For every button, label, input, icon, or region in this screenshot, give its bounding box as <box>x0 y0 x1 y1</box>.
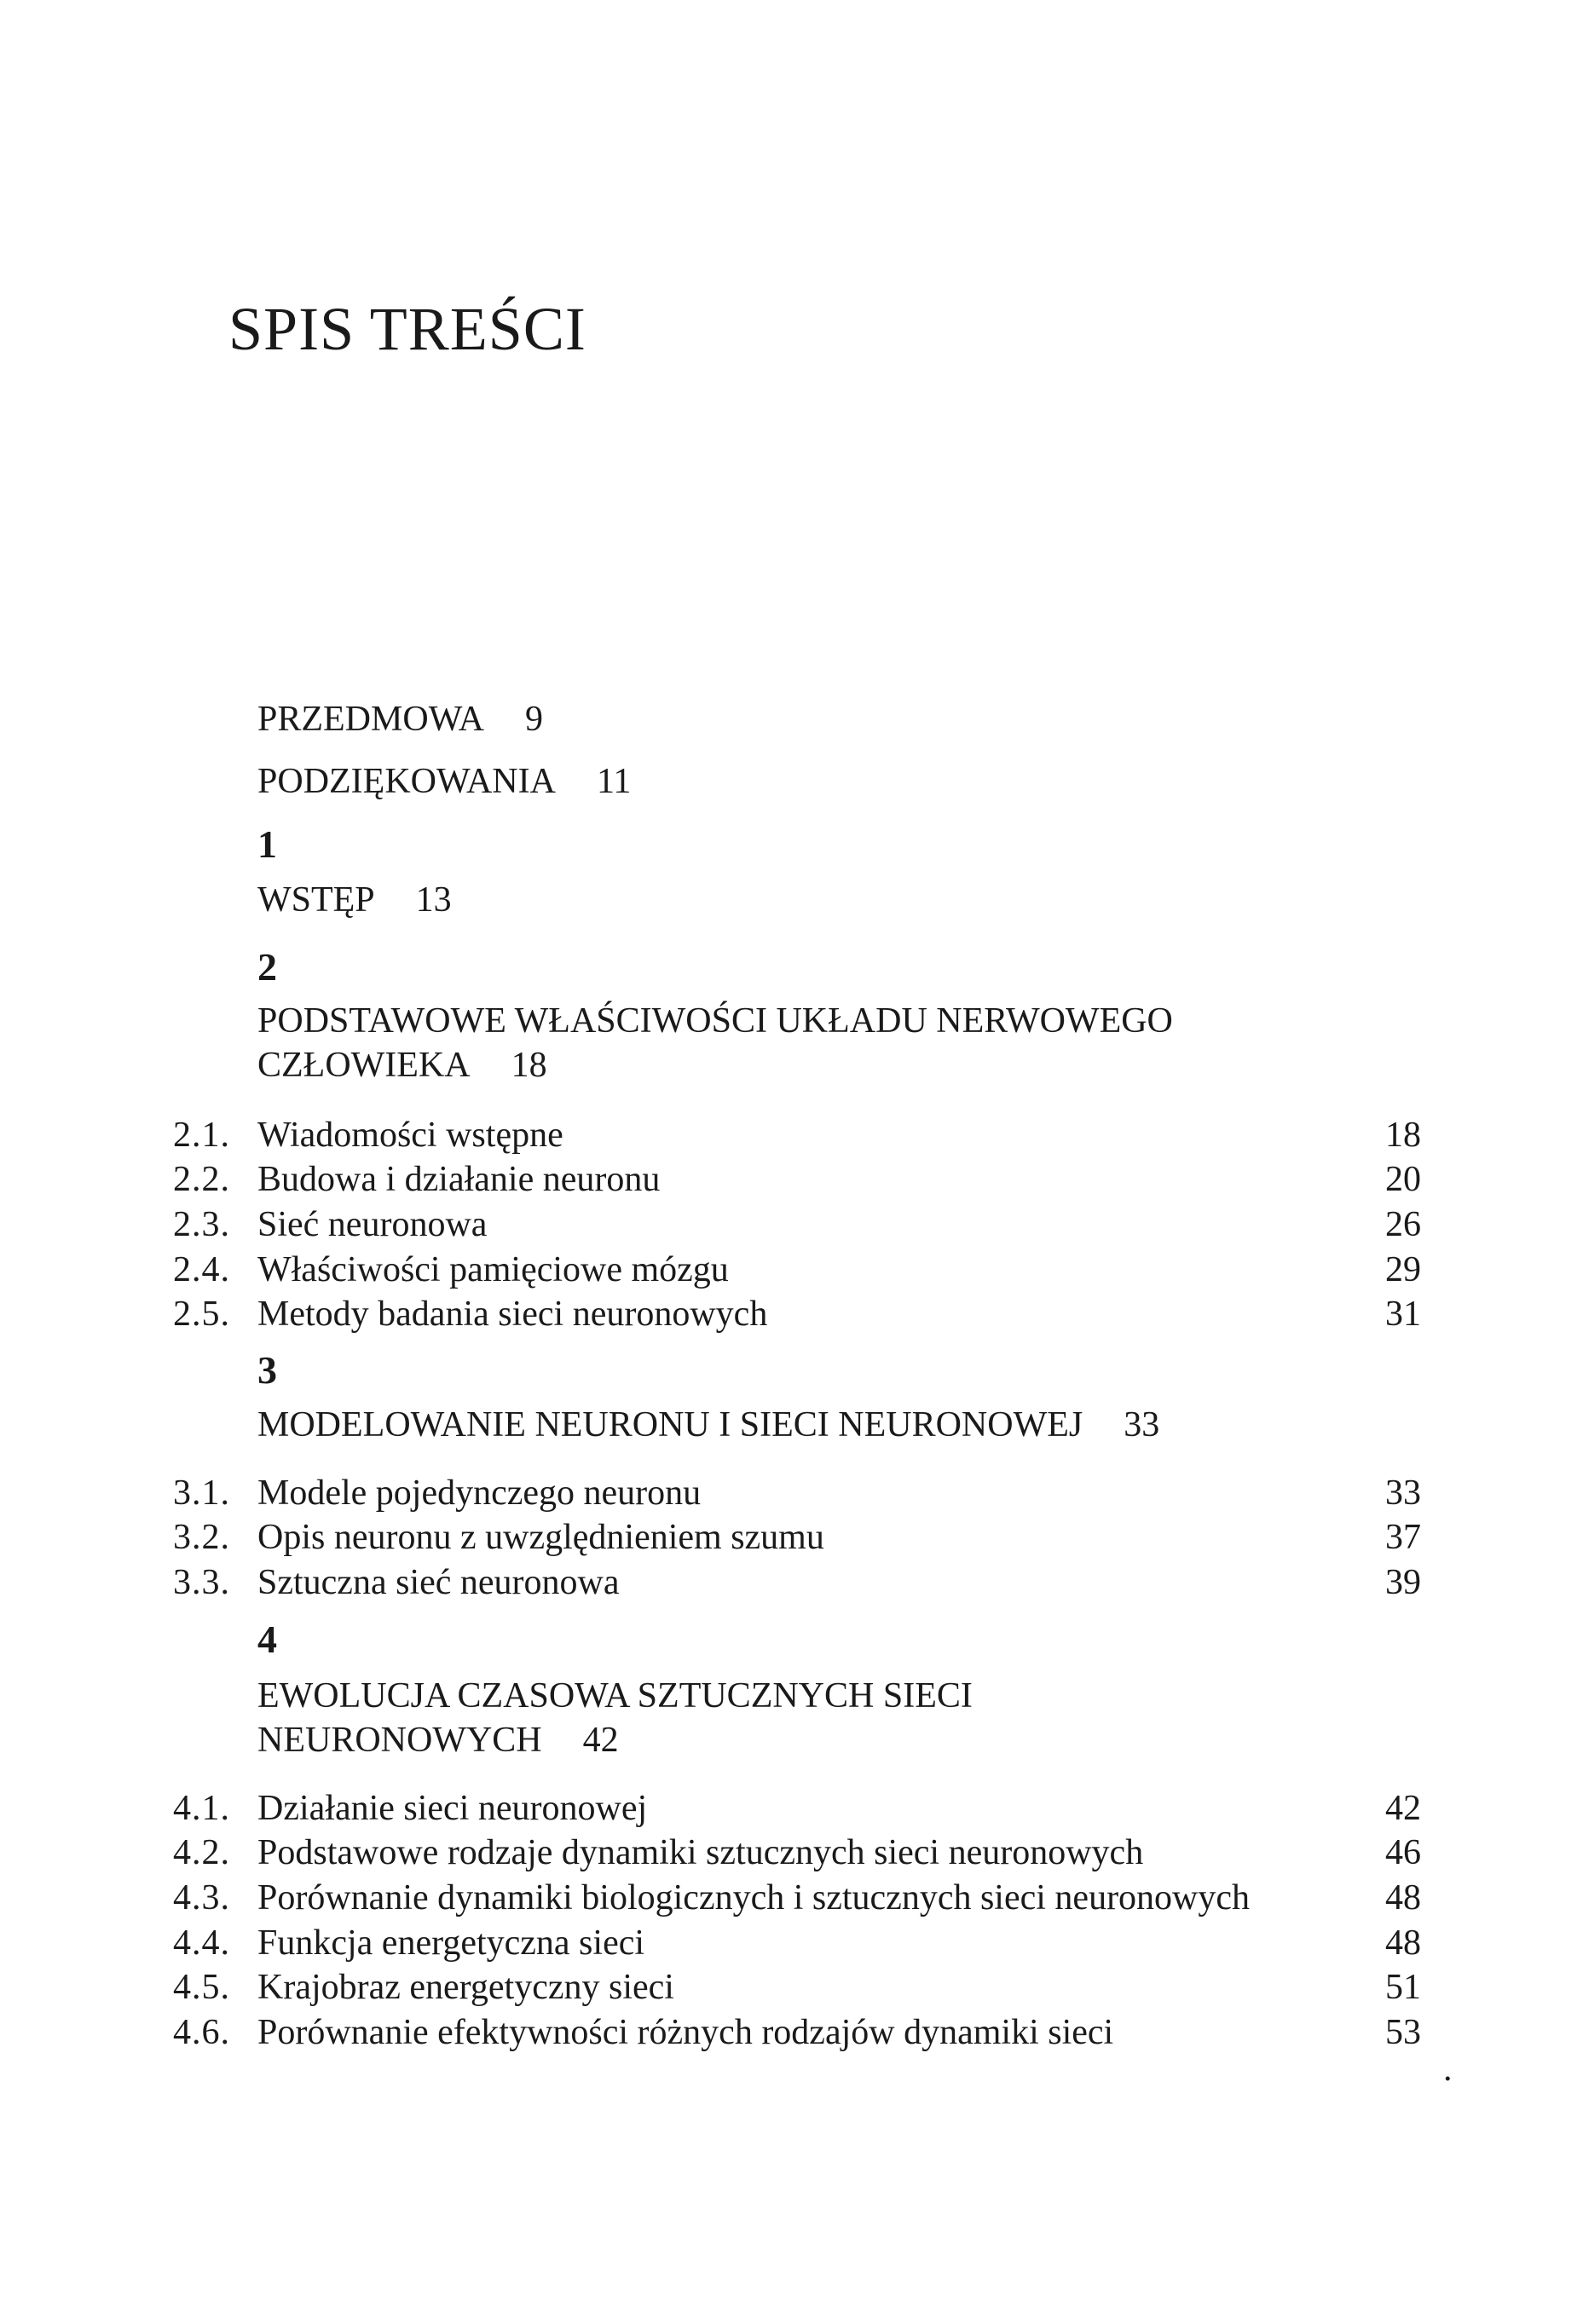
section-number: 2.5. <box>173 1295 230 1334</box>
section-number: 4.4. <box>173 1923 230 1963</box>
chapter-number: 2 <box>257 945 277 989</box>
section-page: 51 <box>1385 1968 1421 2007</box>
toc-section[interactable] <box>0 1157 1583 1202</box>
section-title: Sieć neuronowa <box>257 1205 488 1244</box>
section-number: 2.3. <box>173 1205 230 1244</box>
stray-dot-mark: . <box>1443 2050 1453 2089</box>
toc-entry-page: 9 <box>525 700 544 739</box>
section-number: 2.2. <box>173 1160 230 1199</box>
toc-section[interactable] <box>0 2010 1583 2055</box>
section-title: Podstawowe rodzaje dynamiki sztucznych sieci neuronowych <box>257 1833 1144 1872</box>
toc-section[interactable] <box>0 1876 1583 1920</box>
chapter-page: 18 <box>511 1046 547 1085</box>
section-number: 3.3. <box>173 1563 230 1602</box>
toc-section[interactable] <box>0 1831 1583 1875</box>
section-number: 2.1. <box>173 1116 230 1155</box>
toc-section[interactable] <box>0 1786 1583 1831</box>
chapter-number: 3 <box>257 1348 277 1392</box>
toc-entry-podziekowania[interactable] <box>257 759 631 804</box>
toc-entry-page: 11 <box>596 762 632 801</box>
toc-section[interactable] <box>0 1515 1583 1560</box>
section-page: 42 <box>1385 1789 1421 1828</box>
section-page: 37 <box>1385 1518 1421 1557</box>
chapter-page: 33 <box>1124 1405 1160 1445</box>
chapter-title-line: NEURONOWYCH <box>257 1721 542 1760</box>
section-title: Porównanie efektywności różnych rodzajów dynamiki sieci <box>257 2013 1114 2052</box>
toc-section[interactable] <box>0 1560 1583 1605</box>
section-page: 53 <box>1385 2013 1421 2052</box>
chapter-title-line: WSTĘP <box>257 880 375 920</box>
toc-entry-przedmowa[interactable] <box>257 697 543 741</box>
chapter-title-line: CZŁOWIEKA <box>257 1046 471 1085</box>
section-page: 31 <box>1385 1295 1421 1334</box>
section-title: Porównanie dynamiki biologicznych i sztucznych sieci neuronowych <box>257 1878 1251 1917</box>
section-number: 4.5. <box>173 1968 230 2007</box>
chapter-number: 1 <box>257 822 277 866</box>
section-number: 2.4. <box>173 1250 230 1289</box>
section-number: 4.2. <box>173 1833 230 1872</box>
chapter-title[interactable] <box>257 1403 1159 1447</box>
section-number: 4.1. <box>173 1789 230 1828</box>
section-title: Właściwości pamięciowe mózgu <box>257 1250 729 1289</box>
section-title: Sztuczna sieć neuronowa <box>257 1563 620 1602</box>
chapter-title[interactable] <box>257 878 452 922</box>
toc-section[interactable] <box>0 1471 1583 1515</box>
section-page: 48 <box>1385 1878 1421 1917</box>
section-page: 18 <box>1385 1116 1421 1155</box>
chapter-title[interactable] <box>257 1718 619 1762</box>
chapter-title[interactable] <box>257 1043 547 1087</box>
section-page: 39 <box>1385 1563 1421 1602</box>
section-page: 48 <box>1385 1923 1421 1963</box>
section-page: 33 <box>1385 1473 1421 1513</box>
chapter-page: 13 <box>415 880 452 920</box>
section-title: Krajobraz energetyczny sieci <box>257 1968 674 2007</box>
section-title: Opis neuronu z uwzględnieniem szumu <box>257 1518 824 1557</box>
section-page: 46 <box>1385 1833 1421 1872</box>
toc-entry-title: PODZIĘKOWANIA <box>257 762 556 801</box>
section-page: 20 <box>1385 1160 1421 1199</box>
section-number: 4.6. <box>173 2013 230 2052</box>
toc-section[interactable] <box>0 1921 1583 1965</box>
section-number: 3.2. <box>173 1518 230 1557</box>
section-title: Działanie sieci neuronowej <box>257 1789 648 1828</box>
section-title: Funkcja energetyczna sieci <box>257 1923 645 1963</box>
chapter-number: 4 <box>257 1618 277 1661</box>
toc-entry-title: PRZEDMOWA <box>257 700 485 739</box>
section-title: Metody badania sieci neuronowych <box>257 1295 768 1334</box>
toc-section[interactable] <box>0 1113 1583 1157</box>
section-number: 3.1. <box>173 1473 230 1513</box>
section-title: Modele pojedynczego neuronu <box>257 1473 702 1513</box>
chapter-title-line[interactable]: PODSTAWOWE WŁAŚCIWOŚCI UKŁADU NERWOWEGO <box>257 1001 1173 1041</box>
section-number: 4.3. <box>173 1878 230 1917</box>
toc-section[interactable] <box>0 1292 1583 1336</box>
toc-section[interactable] <box>0 1965 1583 2010</box>
chapter-page: 42 <box>582 1721 619 1760</box>
page-title: SPIS TREŚCI <box>228 295 586 363</box>
section-page: 26 <box>1385 1205 1421 1244</box>
section-title: Wiadomości wstępne <box>257 1116 563 1155</box>
chapter-title-line: MODELOWANIE NEURONU I SIECI NEURONOWEJ <box>257 1405 1083 1445</box>
section-title: Budowa i działanie neuronu <box>257 1160 661 1199</box>
chapter-title-line[interactable]: EWOLUCJA CZASOWA SZTUCZNYCH SIECI <box>257 1676 973 1716</box>
section-page: 29 <box>1385 1250 1421 1289</box>
toc-section[interactable] <box>0 1202 1583 1247</box>
toc-section[interactable] <box>0 1248 1583 1292</box>
